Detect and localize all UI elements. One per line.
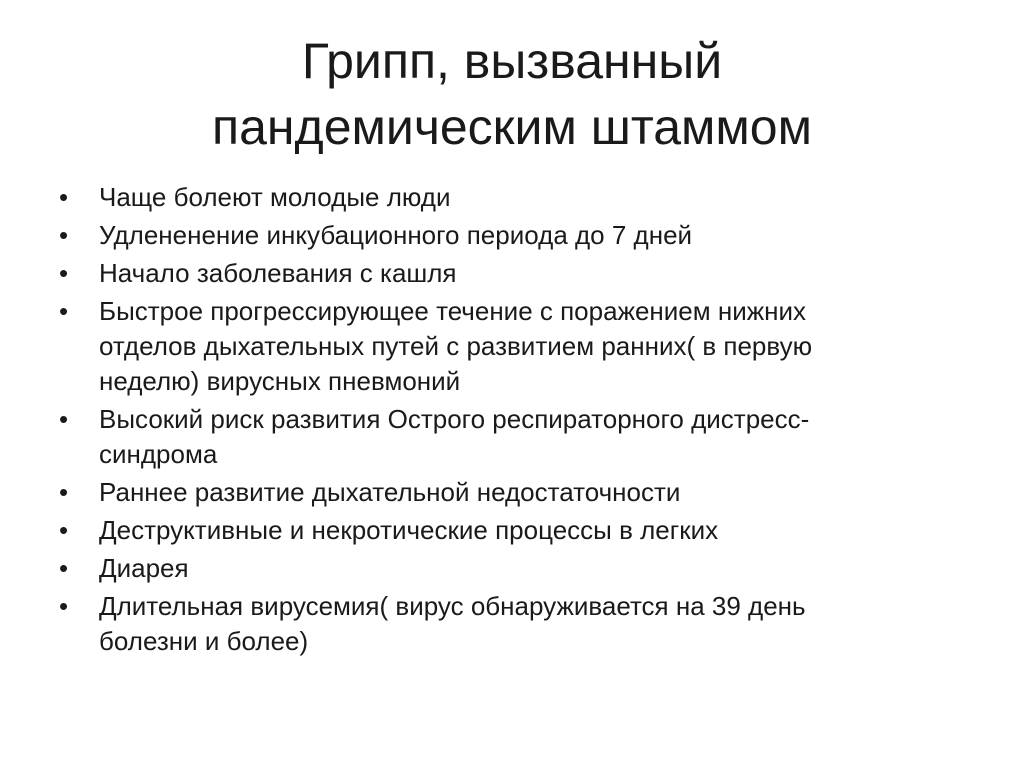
bullet-item <box>56 589 896 659</box>
bullet-dot: • <box>59 182 69 212</box>
bullet-text: Диарея <box>99 553 189 583</box>
bullet-text: Длительная вирусемия( вирус обнаруживается на 39 день болезни и более) <box>99 591 806 656</box>
bullet-item <box>56 475 896 510</box>
bullet-dot: • <box>59 591 69 621</box>
bullet-dot: • <box>59 220 69 250</box>
bullet-item <box>56 551 896 586</box>
bullet-text: Быстрое прогрессирующее течение с поражением нижних отделов дыхательных путей с развитием ранних( в первую неделю) вирусных пневмоний <box>99 296 813 396</box>
bullet-dot: • <box>59 515 69 545</box>
bullet-text: Начало заболевания с кашля <box>99 258 457 288</box>
slide-title <box>0 28 1024 160</box>
bullet-item <box>56 294 896 399</box>
bullet-text: Высокий риск развития Острого респираторного дистресс-синдрома <box>99 404 810 469</box>
bullet-dot: • <box>59 296 69 326</box>
bullet-item <box>56 218 896 253</box>
bullet-item <box>56 180 896 215</box>
bullet-list <box>56 180 896 662</box>
slide-title-line-2: пандемическим штаммом <box>212 99 812 155</box>
bullet-item <box>56 256 896 291</box>
bullet-text: Раннее развитие дыхательной недостаточности <box>99 477 681 507</box>
bullet-text: Чаще болеют молодые люди <box>99 182 451 212</box>
bullet-dot: • <box>59 258 69 288</box>
slide-title-line-1: Грипп, вызванный <box>301 33 723 89</box>
bullet-dot: • <box>59 477 69 507</box>
bullet-text: Деструктивные и некротические процессы в легких <box>99 515 719 545</box>
bullet-dot: • <box>59 553 69 583</box>
bullet-text: Удлененение инкубационного периода до 7 дней <box>99 220 693 250</box>
bullet-item <box>56 513 896 548</box>
bullet-item <box>56 402 896 472</box>
bullet-dot: • <box>59 404 69 434</box>
